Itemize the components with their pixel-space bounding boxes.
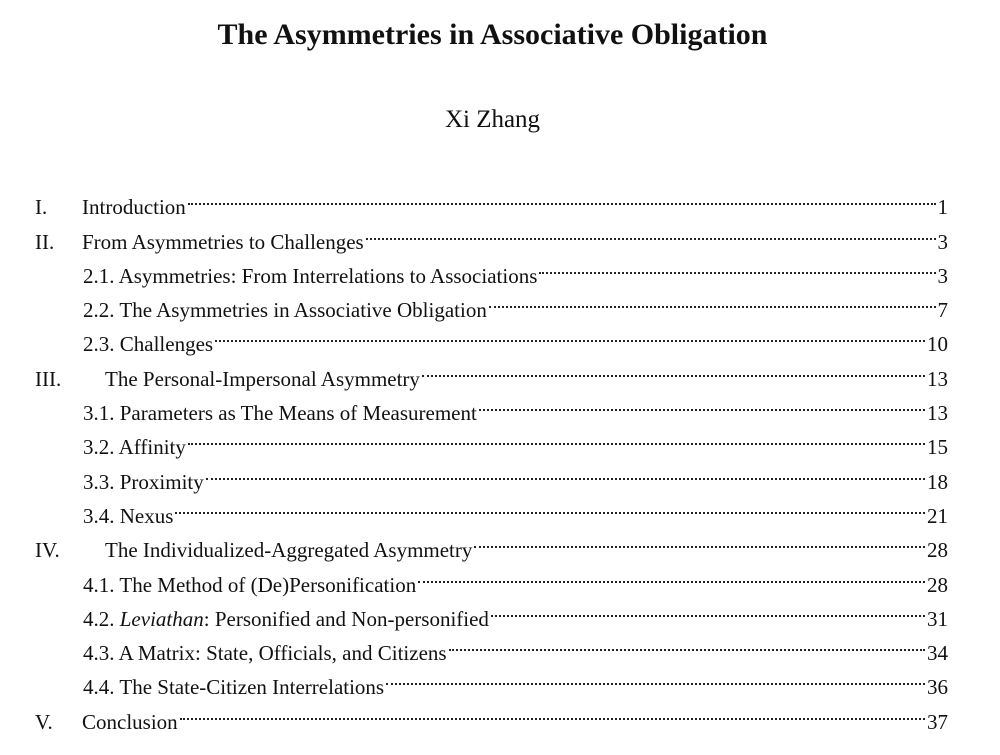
dot-leader xyxy=(215,317,925,351)
toc-entry-number: III. xyxy=(35,366,62,391)
toc-entry-label xyxy=(83,602,489,636)
toc-entry-page: 28 xyxy=(927,538,948,563)
dot-leader xyxy=(479,386,925,420)
document-author: Xi Zhang xyxy=(444,106,541,133)
dot-leader xyxy=(188,180,936,214)
toc-entry-label: 2.1. Asymmetries: From Interrelations to Associations xyxy=(83,263,538,288)
toc-entry-page: 34 xyxy=(927,641,948,666)
toc-entry-label: Conclusion xyxy=(82,709,178,734)
toc-entry-number: II. xyxy=(35,229,55,254)
dot-leader xyxy=(489,283,936,317)
toc-entry-page: 28 xyxy=(927,572,948,597)
dot-leader xyxy=(422,351,925,385)
document-title: The Asymmetries in Associative Obligation xyxy=(217,18,768,51)
toc-entry-page: 31 xyxy=(927,606,948,631)
toc-entry-number: IV. xyxy=(35,538,60,563)
toc-entry-label: 3.2. Affinity xyxy=(83,435,186,460)
toc-entry-introduction[interactable] xyxy=(35,180,948,220)
dot-leader xyxy=(206,454,925,488)
dot-leader xyxy=(491,592,925,626)
toc-entry-page: 15 xyxy=(927,435,948,460)
dot-leader xyxy=(175,489,925,523)
toc-entry-number: V. xyxy=(35,709,53,734)
toc-entry-number: I. xyxy=(35,195,48,220)
dot-leader xyxy=(418,557,925,591)
toc-entry-page: 36 xyxy=(927,675,948,700)
toc-entry-label: 3.4. Nexus xyxy=(83,503,174,528)
toc-entry-label: The Individualized-Aggregated Asymmetry xyxy=(105,538,473,563)
toc-entry-page: 13 xyxy=(927,366,948,391)
toc-entry-page: 21 xyxy=(927,503,948,528)
toc-entry-label-italic: Leviathan xyxy=(119,606,204,631)
toc-entry-page: 37 xyxy=(927,709,948,734)
toc-entry-label: 3.3. Proximity xyxy=(83,469,204,494)
toc-entry-label-suffix: : Personified and Non-personified xyxy=(203,606,489,631)
toc-entry-label: The Personal-Impersonal Asymmetry xyxy=(105,366,420,391)
toc-entry-page: 3 xyxy=(937,263,948,288)
toc-entry-label: 2.2. The Asymmetries in Associative Obligation xyxy=(83,298,487,323)
dot-leader xyxy=(449,626,925,660)
table-of-contents xyxy=(35,180,948,734)
toc-entry-page: 1 xyxy=(937,195,948,220)
toc-entry-label: From Asymmetries to Challenges xyxy=(82,229,364,254)
dot-leader xyxy=(366,214,936,248)
dot-leader xyxy=(539,249,935,283)
toc-entry-label: 4.1. The Method of (De)Personification xyxy=(83,572,417,597)
toc-entry-page: 10 xyxy=(927,332,948,357)
toc-entry-label: 4.3. A Matrix: State, Officials, and Citizens xyxy=(83,641,447,666)
dot-leader xyxy=(180,694,925,728)
toc-entry-label: Introduction xyxy=(82,195,186,220)
dot-leader xyxy=(474,523,925,557)
toc-entry-page: 3 xyxy=(937,229,948,254)
toc-entry-page: 13 xyxy=(927,401,948,426)
toc-entry-label: 2.3. Challenges xyxy=(83,332,214,357)
toc-entry-page: 18 xyxy=(927,469,948,494)
dot-leader xyxy=(386,660,925,694)
toc-entry-page: 7 xyxy=(937,298,948,323)
toc-entry-label: 3.1. Parameters as The Means of Measurement xyxy=(83,401,477,426)
toc-entry-label-prefix: 4.2. xyxy=(83,606,120,631)
dot-leader xyxy=(188,420,925,454)
toc-entry-label: 4.4. The State-Citizen Interrelations xyxy=(83,675,385,700)
